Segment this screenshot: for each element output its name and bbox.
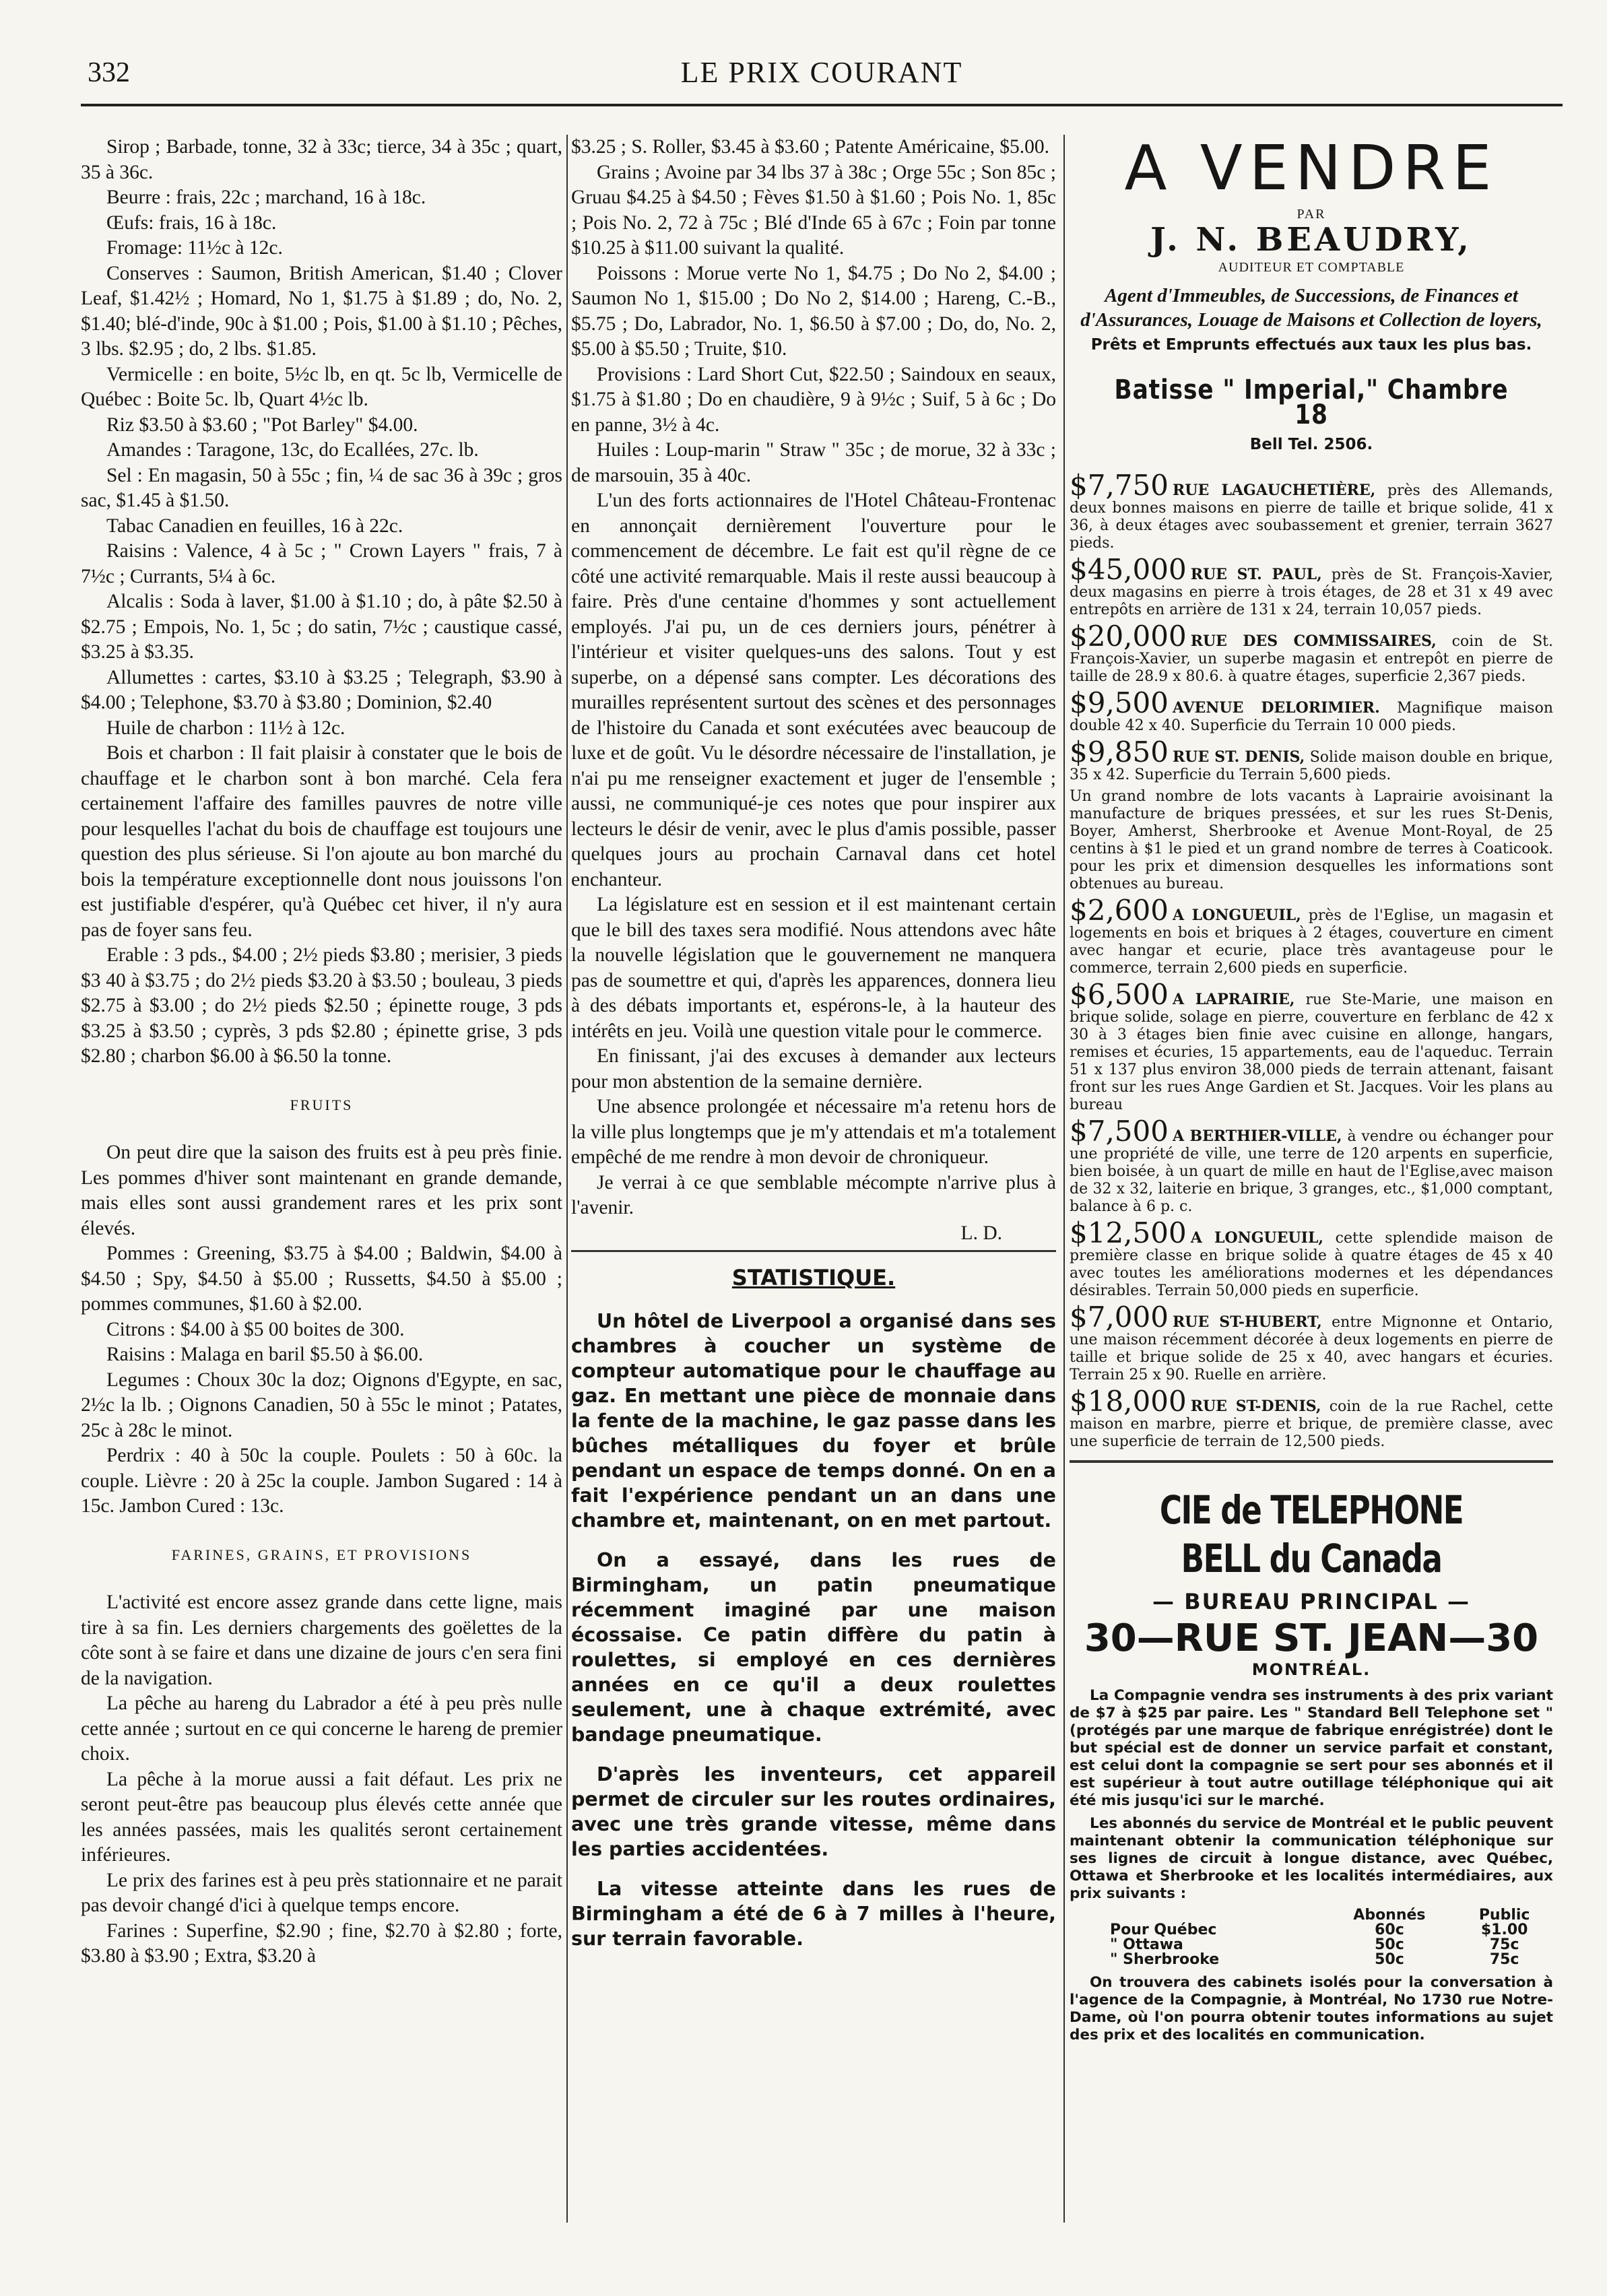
- listing-item: [1070, 553, 1553, 619]
- listing-item: [1070, 978, 1553, 1114]
- ad-prets: Prêts et Emprunts effectués aux taux les plus bas.: [1090, 335, 1532, 354]
- ad-batisse: Batisse " Imperial," Chambre 18: [1114, 374, 1509, 430]
- paragraph-tabac: Tabac Canadien en feuilles, 16 à 22c.: [106, 515, 403, 537]
- rates-header-place: [1070, 1908, 1323, 1923]
- paragraph-farines-suite: $3.25 ; S. Roller, $3.45 à $3.60 ; Patente Américaine, $5.00.: [571, 136, 1049, 158]
- section-heading-farines: FARINES, GRAINS, ET PROVISIONS: [171, 1546, 472, 1563]
- paragraph-morue: La pêche à la morue aussi a fait défaut. Les prix ne seront peut-être pas beaucoup plus élevés cette année que les années passées, mais les qualités seront certainement inférieures.: [81, 1768, 562, 1866]
- rates-cell-abonnes: 50c: [1375, 1950, 1404, 1968]
- paragraph-mecompte: Je verrai à ce que semblable mécompte n'arrive plus à l'avenir.: [571, 1171, 1056, 1218]
- page-header: [81, 55, 1563, 106]
- column-rule-right: [1063, 135, 1065, 2223]
- paragraph-fromage: Fromage: 11½c à 12c.: [106, 237, 283, 259]
- rates-row: [1070, 1953, 1553, 1967]
- column-market-prices: [81, 135, 562, 1969]
- rates-cell-public: 75c: [1489, 1936, 1519, 1953]
- signature: L. D.: [960, 1222, 1002, 1244]
- paragraph-raisins: Raisins : Valence, 4 à 5c ; " Crown Layers " frais, 7 à 7½c ; Currants, 5¼ à 6c.: [81, 540, 562, 587]
- paragraph-legumes: Legumes : Choux 30c la doz; Oignons d'Egypte, en sac, 2½c la lb. ; Oignons Canadien, 50 à 55c le minot ; Patates, 25c à 28c le minot.: [81, 1369, 562, 1441]
- listing-description: à vendre ou échanger pour une propriété de ville, une terre de 120 arpents en superficie, bien boisée, à un quart de mille en haut de l'Eglise,avec maison de 32 x 32, laiterie en brique, 3 granges, etc., $1,000 comptant, balance à 6 p. c.: [1070, 1128, 1554, 1215]
- tel-bureau: — BUREAU PRINCIPAL —: [1152, 1589, 1470, 1614]
- listing-price: $7,500: [1070, 1115, 1169, 1148]
- listing-location: RUE LAGAUCHETIÈRE,: [1172, 482, 1376, 499]
- paragraph-absence: Une absence prolongée et nécessaire m'a retenu hors de la ville plus longtemps que je m'y attendais et m'a totalement empêché de me rendre à mon devoir de chroniqueur.: [571, 1096, 1056, 1168]
- ad-role: AUDITEUR ET COMPTABLE: [1218, 260, 1405, 275]
- paragraph-liverpool: Un hôtel de Liverpool a organisé dans ses chambres à coucher un système de compteur automatique pour le chauffage au gaz. En mettant une pièce de monnaie dans la fente de la machine, le gaz passe dans les bûches métalliques du foyer et brûle pendant un espace de temps donné. On en a fait l'expérience pendant un an dans une chambre et, maintenant, on en met partout.: [571, 1309, 1056, 1532]
- listing-description: rue Ste-Marie, une maison en brique solide, solage en pierre, couverture en ferblanc de 42 x 30 à 3 étages bien finie avec cuisine en allonge, hangars, remises et écuries, 15 appartements, eau de l'aqueduc. Terrain 51 x 137 plus environ 38,000 pieds de terrain attenant, faisant front sur les rues Ange Gardien et St. Jacques. Voir les plans au bureau: [1070, 991, 1553, 1113]
- rates-row: [1070, 1923, 1553, 1938]
- paragraph-allumettes: Allumettes : cartes, $3.10 à $3.25 ; Telegraph, $3.90 à $4.00 ; Telephone, $3.70 à $3.80 ; Dominion, $2.40: [81, 666, 562, 713]
- listing-price: $9,850: [1070, 735, 1169, 768]
- rates-cell-place: " Ottawa: [1110, 1936, 1183, 1953]
- paragraph-perdrix: Perdrix : 40 à 50c la couple. Poulets : 50 à 60c. la couple. Lièvre : 20 à 25c la couple. Jambon Sugared : 14 à 15c. Jambon Cured : 13c.: [81, 1445, 562, 1517]
- paragraph-oeufs: Œufs: frais, 16 à 18c.: [106, 211, 277, 234]
- paragraph-patin: On a essayé, dans les rues de Birmingham, un patin pneumatique récemment imaginé par une maison écossaise. Ce patin diffère du patin à roulettes, si employé en ces dernières années en ce qu'il a deux roulettes seulement, une à chaque extrémité, avec bandage pneumatique.: [571, 1548, 1056, 1746]
- column-chronicle: [571, 135, 1056, 1966]
- paragraph-vermicelle: Vermicelle : en boite, 5½c lb, en qt. 5c lb, Vermicelle de Québec : Boite 5c. lb, Quart 4½c lb.: [81, 363, 562, 410]
- paragraph-activite: L'activité est encore assez grande dans cette ligne, mais tire à sa fin. Les derniers chargements des goëlettes de la côte sont à se faire et dans une dizaine de jours c'en sera fini de la navigation.: [81, 1592, 562, 1689]
- rates-header-public: Public: [1478, 1906, 1530, 1924]
- listing-price: $7,000: [1070, 1301, 1169, 1334]
- rates-header-row: [1070, 1908, 1553, 1923]
- listing-location: A LONGUEUIL,: [1172, 907, 1301, 924]
- statistique-section: [571, 1266, 1056, 1951]
- rates-cell-abonnes: 50c: [1375, 1936, 1404, 1953]
- tel-paragraph-cabinets: On trouvera des cabinets isolés pour la conversation à l'agence de la Compagnie, à Montréal, No 1730 rue Notre-Dame, où l'on pourra obtenir toutes informations au sujet des prix et des localités en communication.: [1070, 1973, 1553, 2043]
- listing-description: coin de St. François-Xavier, un superbe magasin et entrepôt en pierre de taille de 28.9 x 80.6. à quatre étages, superficie 2,367 pieds.: [1070, 633, 1554, 685]
- listing-location: RUE ST. PAUL,: [1190, 566, 1322, 583]
- listing-price: $9,500: [1070, 686, 1169, 719]
- listing-price: $7,750: [1070, 469, 1169, 502]
- listing-item: [1070, 469, 1553, 552]
- paragraph-conserves: Conserves : Saumon, British American, $1.40 ; Clover Leaf, $1.42½ ; Homard, No 1, $1.75 à $1.89 ; do, No. 2, $1.40; blé-d'inde, 90c à $1.00 ; Pois, $1.00 à $1.10 ; Pêches, 3 lbs. $2.95 ; do, 2 lbs. $1.85.: [81, 262, 562, 360]
- listing-item: [1070, 1301, 1553, 1384]
- paragraph-poissons: Poissons : Morue verte No 1, $4.75 ; Do No 2, $4.00 ; Saumon No 1, $15.00 ; Do No 2, $14.00 ; Hareng, C.-B., $5.75 ; Do, Labrador, No. 1, $6.50 à $7.00 ; Do, do, No. 2, $5.00 à $5.50 ; Truite, $10.: [571, 262, 1056, 360]
- listing-item: [1070, 894, 1554, 977]
- listing-description: cette splendide maison de première classe en brique solide à quatre étages de 45 x 40 avec toutes les améliorations modernes et les dépendances désirables. Terrain 50,000 pieds en superficie.: [1070, 1230, 1553, 1299]
- rates-cell-public: $1.00: [1480, 1921, 1528, 1938]
- listing-item: [1070, 1385, 1553, 1451]
- listing-description: près de St. François-Xavier, deux magasins en pierre à trois étages, de 28 et 31 x 49 avec entrepôts en arrière de 131 x 24, terrain 10,057 pieds.: [1070, 566, 1553, 618]
- statistique-title: STATISTIQUE.: [731, 1265, 896, 1290]
- listing-price: $2,600: [1070, 894, 1169, 927]
- tel-paragraph-abonnes: Les abonnés du service de Montréal et le public peuvent maintenant obtenir la communication téléphonique sur ses lignes de circuit à longue distance, avec Québec, Ottawa et Sherbrooke et les localités intermédiaires, aux prix suivants :: [1070, 1814, 1553, 1902]
- listing-item: [1070, 735, 1554, 784]
- paragraph-chateau-frontenac: L'un des forts actionnaires de l'Hotel Château-Frontenac en annonçait dernièrement l'ouverture pour le commencement de décembre. Le fait est qu'il règne de ce côté une activité remarquable. Mais il reste aussi beaucoup à faire. Près d'une centaine d'hommes y sont actuellement employés. J'ai pu, un de ces derniers jours, pénétrer à l'intérieur et visiter quelques-uns des salons. Tout y est superbe, on a dépensé sans compter. Les décorations des murailles représentent surtout des scènes et des personnages de l'histoire du Canada et sont exécutées avec beaucoup de luxe et de goût. Vu le désordre nécessaire de l'installation, je n'ai pu me renseigner exactement et juger de l'ensemble ; aussi, ne communiqué-je ces notes que pour inspirer aux lecteurs le désir de venir, avec le plus d'amis possible, passer quelques jours au prochain Carnaval dans cet hotel enchanteur.: [571, 490, 1056, 890]
- listing-price: $45,000: [1070, 553, 1187, 586]
- paragraph-grains: Grains ; Avoine par 34 lbs 37 à 38c ; Orge 55c ; Son 85c ; Gruau $4.25 à $4.50 ; Fèves $1.50 à $1.60 ; Pois No. 1, 85c ; Pois No. 2, 72 à 75c ; Blé d'Inde 65 à 67c ; Foin par tonne $10.25 à $11.00 suivant la qualité.: [571, 161, 1056, 259]
- listing-item: [1070, 788, 1553, 893]
- rates-cell-public: 75c: [1489, 1950, 1519, 1968]
- listing-description: près des Allemands, deux bonnes maisons en pierre de taille et brique solide, 41 x 36, à deux étages avec soubassement et grenier, terrain 3627 pieds.: [1070, 482, 1553, 552]
- listing-description: Solide maison double en brique, 35 x 42. Superficie du Terrain 5,600 pieds.: [1070, 749, 1554, 783]
- paragraph-excuses: En finissant, j'ai des excuses à demander aux lecteurs pour mon abstention de la semaine dernière.: [571, 1045, 1056, 1092]
- listing-location: RUE ST-HUBERT,: [1172, 1313, 1322, 1331]
- paragraph-alcalis: Alcalis : Soda à laver, $1.00 à $1.10 ; do, à pâte $2.50 à $2.75 ; Empois, No. 1, 5c ; do satin, 7½c ; caustique cassé, $3.25 à $3.35.: [81, 591, 562, 663]
- column-advertisements: [1070, 128, 1553, 2049]
- ad-par: PAR: [1297, 207, 1326, 222]
- paragraph-amandes: Amandes : Taragone, 13c, do Ecallées, 27c. lb.: [106, 439, 479, 461]
- listing-description: près de l'Eglise, un magasin et logements en bois et briques à 2 étages, couverture en ciment avec hangar et ecurie, place très avantageuse pour le commerce, terrain 2,600 pieds en superficie.: [1070, 907, 1554, 977]
- paragraph-huiles: Huiles : Loup-marin " Straw " 35c ; de morue, 32 à 33c ; de marsouin, 35 à 40c.: [571, 439, 1056, 486]
- paragraph-fruits-intro: On peut dire que la saison des fruits est à peu près finie. Les pommes d'hiver sont maintenant en grande demande, mais elles sont aussi grandement rares et les prix sont élevés.: [81, 1142, 562, 1239]
- rates-cell-place: " Sherbrooke: [1110, 1950, 1220, 1968]
- listing-location: RUE ST. DENIS,: [1172, 748, 1305, 766]
- ad-name: J. N. BEAUDRY,: [1150, 220, 1472, 259]
- paragraph-beurre: Beurre : frais, 22c ; marchand, 16 à 18c.: [106, 187, 426, 208]
- listing-location: RUE DES COMMISSAIRES,: [1190, 632, 1437, 650]
- paragraph-bois-charbon: Bois et charbon : Il fait plaisir à constater que le bois de chauffage et le charbon sont à bon marché. Cela fera certainement l'affaire des familles pauvres de notre ville pour lesquelles l'achat du bois de chauffage est toujours une question des plus sérieuse. Si l'on ajoute au bon marché du bois la température exceptionnelle dont nous jouissons l'on est justifiable d'espérer, qu'à Québec cet hiver, il n'y aura pas de foyer sans feu.: [81, 742, 562, 941]
- ad-divider: [1070, 1460, 1553, 1463]
- paragraph-raisins-malaga: Raisins : Malaga en baril $5.50 à $6.00.: [106, 1344, 424, 1365]
- ad-title: A VENDRE: [1124, 132, 1499, 204]
- rates-body: [1070, 1923, 1553, 1967]
- listing-item: [1070, 620, 1554, 686]
- paragraph-provisions: Provisions : Lard Short Cut, $22.50 ; Saindoux en seaux, $1.75 à $1.80 ; Do en chaudière, 9 à 9½c ; Suif, 5 à 6c ; Do en panne, 3½ à 4c.: [571, 363, 1056, 436]
- journal-title: LE PRIX COURANT: [680, 56, 963, 89]
- paragraph-sirop: Sirop ; Barbade, tonne, 32 à 33c; tierce, 34 à 35c ; quart, 35 à 36c.: [81, 136, 562, 183]
- page-number: 332: [88, 57, 130, 88]
- rates-header-abonnes: Abonnés: [1353, 1906, 1426, 1924]
- ad-bell-tel: Bell Tel. 2506.: [1249, 435, 1373, 453]
- listing-price: $20,000: [1070, 620, 1187, 653]
- listing-location: RUE ST-DENIS,: [1190, 1398, 1321, 1415]
- column-rule-left: [566, 135, 568, 2223]
- tel-address: 30—RUE ST. JEAN—30: [1084, 1616, 1539, 1660]
- paragraph-citrons: Citrons : $4.00 à $5 00 boites de 300.: [106, 1318, 405, 1340]
- ad-agent: Agent d'Immeubles, de Successions, de Finances et d'Assurances, Louage de Maisons et Collection de loyers,: [1080, 284, 1542, 331]
- section-heading-fruits: FRUITS: [290, 1096, 354, 1113]
- paragraph-inventeurs: D'après les inventeurs, cet appareil permet de circuler sur les routes ordinaires, avec une très grande vitesse, même dans les parties accidentées.: [571, 1763, 1056, 1860]
- paragraph-sel: Sel : En magasin, 50 à 55c ; fin, ¼ de sac 36 à 39c ; gros sac, $1.45 à $1.50.: [81, 464, 562, 511]
- listing-item: [1070, 1115, 1554, 1216]
- paragraph-pommes: Pommes : Greening, $3.75 à $4.00 ; Baldwin, $4.00 à $4.50 ; Spy, $4.50 à $5.00 ; Russetts, $4.50 à $5.00 ; pommes communes, $1.60 à $2.00.: [81, 1243, 562, 1315]
- rates-cell-place: Pour Québec: [1110, 1921, 1217, 1938]
- rates-cell-abonnes: 60c: [1375, 1921, 1404, 1938]
- listing-price: $6,500: [1070, 978, 1169, 1011]
- listing-description: entre Mignonne et Ontario, une maison récemment décorée à deux logements en pierre de taille et brique solide de 25 x 40, avec hangars et écuries. Terrain 25 x 90. Ruelle en arrière.: [1070, 1314, 1553, 1383]
- paragraph-riz: Riz $3.50 à $3.60 ; "Pot Barley" $4.00.: [106, 414, 418, 436]
- paragraph-farines: Farines : Superfine, $2.90 ; fine, $2.70 à $2.80 ; forte, $3.80 à $3.90 ; Extra, $3.20 à: [81, 1920, 562, 1967]
- tel-city: MONTRÉAL.: [1251, 1660, 1371, 1679]
- ad-beaudry: [1070, 132, 1554, 1451]
- tel-title: CIE de TELEPHONE BELL du Canada: [1159, 1487, 1464, 1581]
- paragraph-farines-prix: Le prix des farines est à peu près stationnaire et ne parait pas devoir changé d'ici à quelque temps encore.: [81, 1869, 562, 1916]
- listings: [1070, 469, 1554, 1451]
- listing-description: Un grand nombre de lots vacants à Laprairie avoisinant la manufacture de briques pressées, et sur les rues St-Denis, Boyer, Amherst, Sherbrooke et Avenue Mont-Royal, de 25 centins à $1 le pied et un grand nombre de terres à Coaticook. pour les prix et dimension desquelles les informations sont obtenues au bureau.: [1070, 788, 1553, 892]
- listing-price: $12,500: [1070, 1216, 1187, 1249]
- listing-location: AVENUE DELORIMIER.: [1172, 699, 1380, 717]
- listing-location: A LAPRAIRIE,: [1172, 991, 1295, 1008]
- paragraph-legislature: La législature est en session et il est maintenant certain que le bill des taxes sera modifié. Nous attendons avec hâte la nouvelle législation que le gouvernement ne manquera pas de soumettre et qui, d'après les apparences, donnera lieu à des débats importants et, espérons-le, à la hauteur des intérêts en jeu. Voilà une question vitale pour le commerce.: [571, 894, 1056, 1042]
- ad-telephone-bell: [1070, 1486, 1553, 2044]
- listing-description: Magnifique maison double 42 x 40. Superficie du Terrain 10 000 pieds.: [1070, 700, 1553, 734]
- paragraph-vitesse: La vitesse atteinte dans les rues de Birmingham a été de 6 à 7 milles à l'heure, sur terrain favorable.: [571, 1877, 1056, 1950]
- listing-item: [1070, 1216, 1553, 1300]
- paragraph-hareng: La pêche au hareng du Labrador a été à peu près nulle cette année ; surtout en ce qui concerne le hareng de premier choix.: [81, 1693, 563, 1765]
- listing-location: A LONGUEUIL,: [1190, 1229, 1324, 1247]
- paragraph-huile: Huile de charbon : 11½ à 12c.: [106, 717, 346, 739]
- tel-paragraph-instruments: La Compagnie vendra ses instruments à des prix variant de $7 à $25 par paire. Les " Standard Bell Telephone set " (protégés par une marque de fabrique enrégistrée) dont le but spécial est de donner un service parfait et constant, est celui dont la compagnie se sert pour ses abonnés et il est supérieur à tout autre outillage téléphonique qui ait été mis jusqu'ici sur le marché.: [1070, 1686, 1553, 1809]
- section-divider: [571, 1250, 1056, 1252]
- rates-table: [1070, 1908, 1553, 1967]
- listing-item: [1070, 686, 1553, 735]
- paragraph-erable: Erable : 3 pds., $4.00 ; 2½ pieds $3.80 ; merisier, 3 pieds $3 40 à $3.75 ; do 2½ pieds $3.20 à $3.50 ; bouleau, 3 pieds $2.75 à $3.00 ; do 2½ pieds $2.50 ; épinette rouge, 3 pds $3.25 à $3.50 ; cyprès, 3 pds $2.80 ; épinette grise, 3 pds $2.80 ; charbon $6.00 à $6.50 la tonne.: [81, 944, 562, 1067]
- listing-location: A BERTHIER-VILLE,: [1172, 1127, 1342, 1145]
- listing-description: coin de la rue Rachel, cette maison en marbre, pierre et brique, de première classe, avec une superficie de terrain de 12,500 pieds.: [1070, 1398, 1553, 1450]
- rates-row: [1070, 1938, 1553, 1953]
- listing-price: $18,000: [1070, 1385, 1187, 1418]
